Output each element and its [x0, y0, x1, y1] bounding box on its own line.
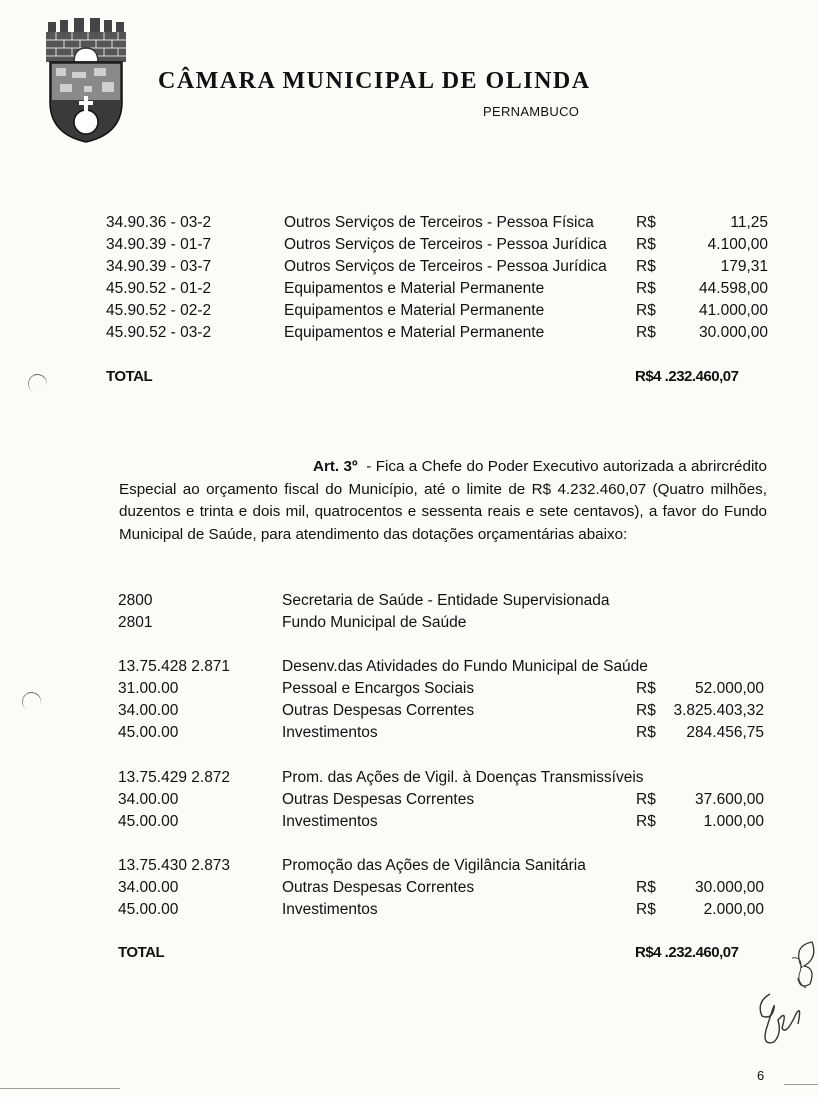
scan-edge-line	[784, 1084, 818, 1085]
row-description: Equipamentos e Material Permanente	[284, 280, 545, 297]
row-code: 13.75.430 2.873	[118, 857, 231, 874]
table-row	[106, 300, 768, 322]
row-amount: 179,31	[720, 258, 768, 275]
table-row	[118, 789, 764, 811]
row-currency: R$	[636, 813, 656, 830]
row-currency: R$	[636, 280, 656, 297]
row-code: 45.90.52 - 01-2	[106, 280, 212, 297]
table-row	[118, 855, 764, 877]
row-currency: R$	[636, 791, 656, 808]
punch-hole-mark	[25, 371, 49, 395]
row-currency: R$	[636, 302, 656, 319]
row-amount: 284.456,75	[686, 724, 764, 741]
total-label: TOTAL	[106, 368, 153, 385]
total-label: TOTAL	[118, 944, 165, 961]
row-description: Equipamentos e Material Permanente	[284, 302, 545, 319]
row-currency: R$	[636, 324, 656, 341]
row-amount: 37.600,00	[695, 791, 764, 808]
row-code: 34.00.00	[118, 702, 179, 719]
row-currency: R$	[636, 879, 656, 896]
handwritten-signature-icon	[752, 938, 818, 1058]
article-text: - Fica a Chefe do Poder Executivo autorizada a abrircrédito Especial ao orçamento fiscal do Município, até o limite de R$ 4.232.460,07 (Quatro milhões, duzentos e trinta e dois mil, quatrocentos e sessenta reais e sete centavos), a favor do Fundo Municipal de Saúde, para atendimento das dotações orçamentárias abaixo:	[119, 458, 767, 543]
row-code: 13.75.429 2.872	[118, 769, 231, 786]
row-currency: R$	[636, 258, 656, 275]
table-row	[106, 278, 768, 300]
row-code: 45.90.52 - 03-2	[106, 324, 212, 341]
total-value: R$4 .232.460,07	[635, 944, 739, 961]
article-label: Art. 3º	[313, 458, 358, 475]
row-code: 34.90.39 - 01-7	[106, 236, 212, 253]
total-value: R$4 .232.460,07	[635, 368, 739, 385]
row-amount: 2.000,00	[703, 901, 764, 918]
row-code: 45.00.00	[118, 724, 179, 741]
row-description: Outros Serviços de Terceiros - Pessoa Jurídica	[284, 236, 607, 253]
row-code: 2801	[118, 614, 153, 631]
row-amount: 11,25	[730, 214, 768, 231]
punch-hole-mark	[19, 689, 43, 713]
page-title: CÂMARA MUNICIPAL DE OLINDA	[158, 68, 591, 94]
row-description: Outras Despesas Correntes	[282, 879, 475, 896]
row-amount: 3.825.403,32	[673, 702, 764, 719]
row-code: 34.90.36 - 03-2	[106, 214, 212, 231]
table-row	[118, 899, 764, 921]
scan-edge-line	[0, 1088, 120, 1089]
row-code: 34.00.00	[118, 791, 179, 808]
row-amount: 4.100,00	[707, 236, 768, 253]
row-description: Investimentos	[282, 901, 378, 918]
row-amount: 44.598,00	[699, 280, 768, 297]
table-row	[118, 612, 764, 634]
row-description: Desenv.das Atividades do Fundo Municipal de Saúde	[282, 658, 648, 675]
row-amount: 30.000,00	[699, 324, 768, 341]
row-description: Pessoal e Encargos Sociais	[282, 680, 475, 697]
row-currency: R$	[636, 680, 656, 697]
row-code: 31.00.00	[118, 680, 179, 697]
row-description: Outros Serviços de Terceiros - Pessoa Física	[284, 214, 594, 231]
row-amount: 30.000,00	[695, 879, 764, 896]
row-currency: R$	[636, 702, 656, 719]
article-paragraph	[119, 456, 767, 546]
row-code: 45.00.00	[118, 901, 179, 918]
table-row	[106, 256, 768, 278]
table-row	[118, 656, 764, 678]
table-row	[118, 767, 764, 789]
table-row	[106, 322, 768, 344]
row-description: Investimentos	[282, 724, 378, 741]
row-currency: R$	[636, 724, 656, 741]
page-subtitle: PERNAMBUCO	[483, 104, 580, 119]
row-code: 13.75.428 2.871	[118, 658, 231, 675]
row-description: Prom. das Ações de Vigil. à Doenças Transmissíveis	[282, 769, 644, 786]
table-row	[106, 234, 768, 256]
row-description: Promoção das Ações de Vigilância Sanitária	[282, 857, 586, 874]
row-description: Outros Serviços de Terceiros - Pessoa Jurídica	[284, 258, 607, 275]
row-code: 2800	[118, 592, 153, 609]
municipal-coat-of-arms-icon	[44, 16, 128, 144]
row-code: 45.90.52 - 02-2	[106, 302, 212, 319]
row-amount: 1.000,00	[703, 813, 764, 830]
row-amount: 52.000,00	[695, 680, 764, 697]
table-row	[118, 700, 764, 722]
row-description: Equipamentos e Material Permanente	[284, 324, 545, 341]
table-row	[118, 877, 764, 899]
table-row	[118, 678, 764, 700]
row-amount: 41.000,00	[699, 302, 768, 319]
row-currency: R$	[636, 214, 656, 231]
row-description: Outras Despesas Correntes	[282, 702, 475, 719]
page-number: 6	[757, 1068, 765, 1083]
table-row	[118, 811, 764, 833]
row-currency: R$	[636, 901, 656, 918]
row-code: 45.00.00	[118, 813, 179, 830]
table-row	[118, 722, 764, 744]
row-currency: R$	[636, 236, 656, 253]
row-code: 34.90.39 - 03-7	[106, 258, 212, 275]
row-code: 34.00.00	[118, 879, 179, 896]
table-row	[106, 212, 768, 234]
table-row	[118, 590, 764, 612]
row-description: Investimentos	[282, 813, 378, 830]
row-description: Secretaria de Saúde - Entidade Supervisionada	[282, 592, 610, 609]
row-description: Outras Despesas Correntes	[282, 791, 475, 808]
row-description: Fundo Municipal de Saúde	[282, 614, 467, 631]
